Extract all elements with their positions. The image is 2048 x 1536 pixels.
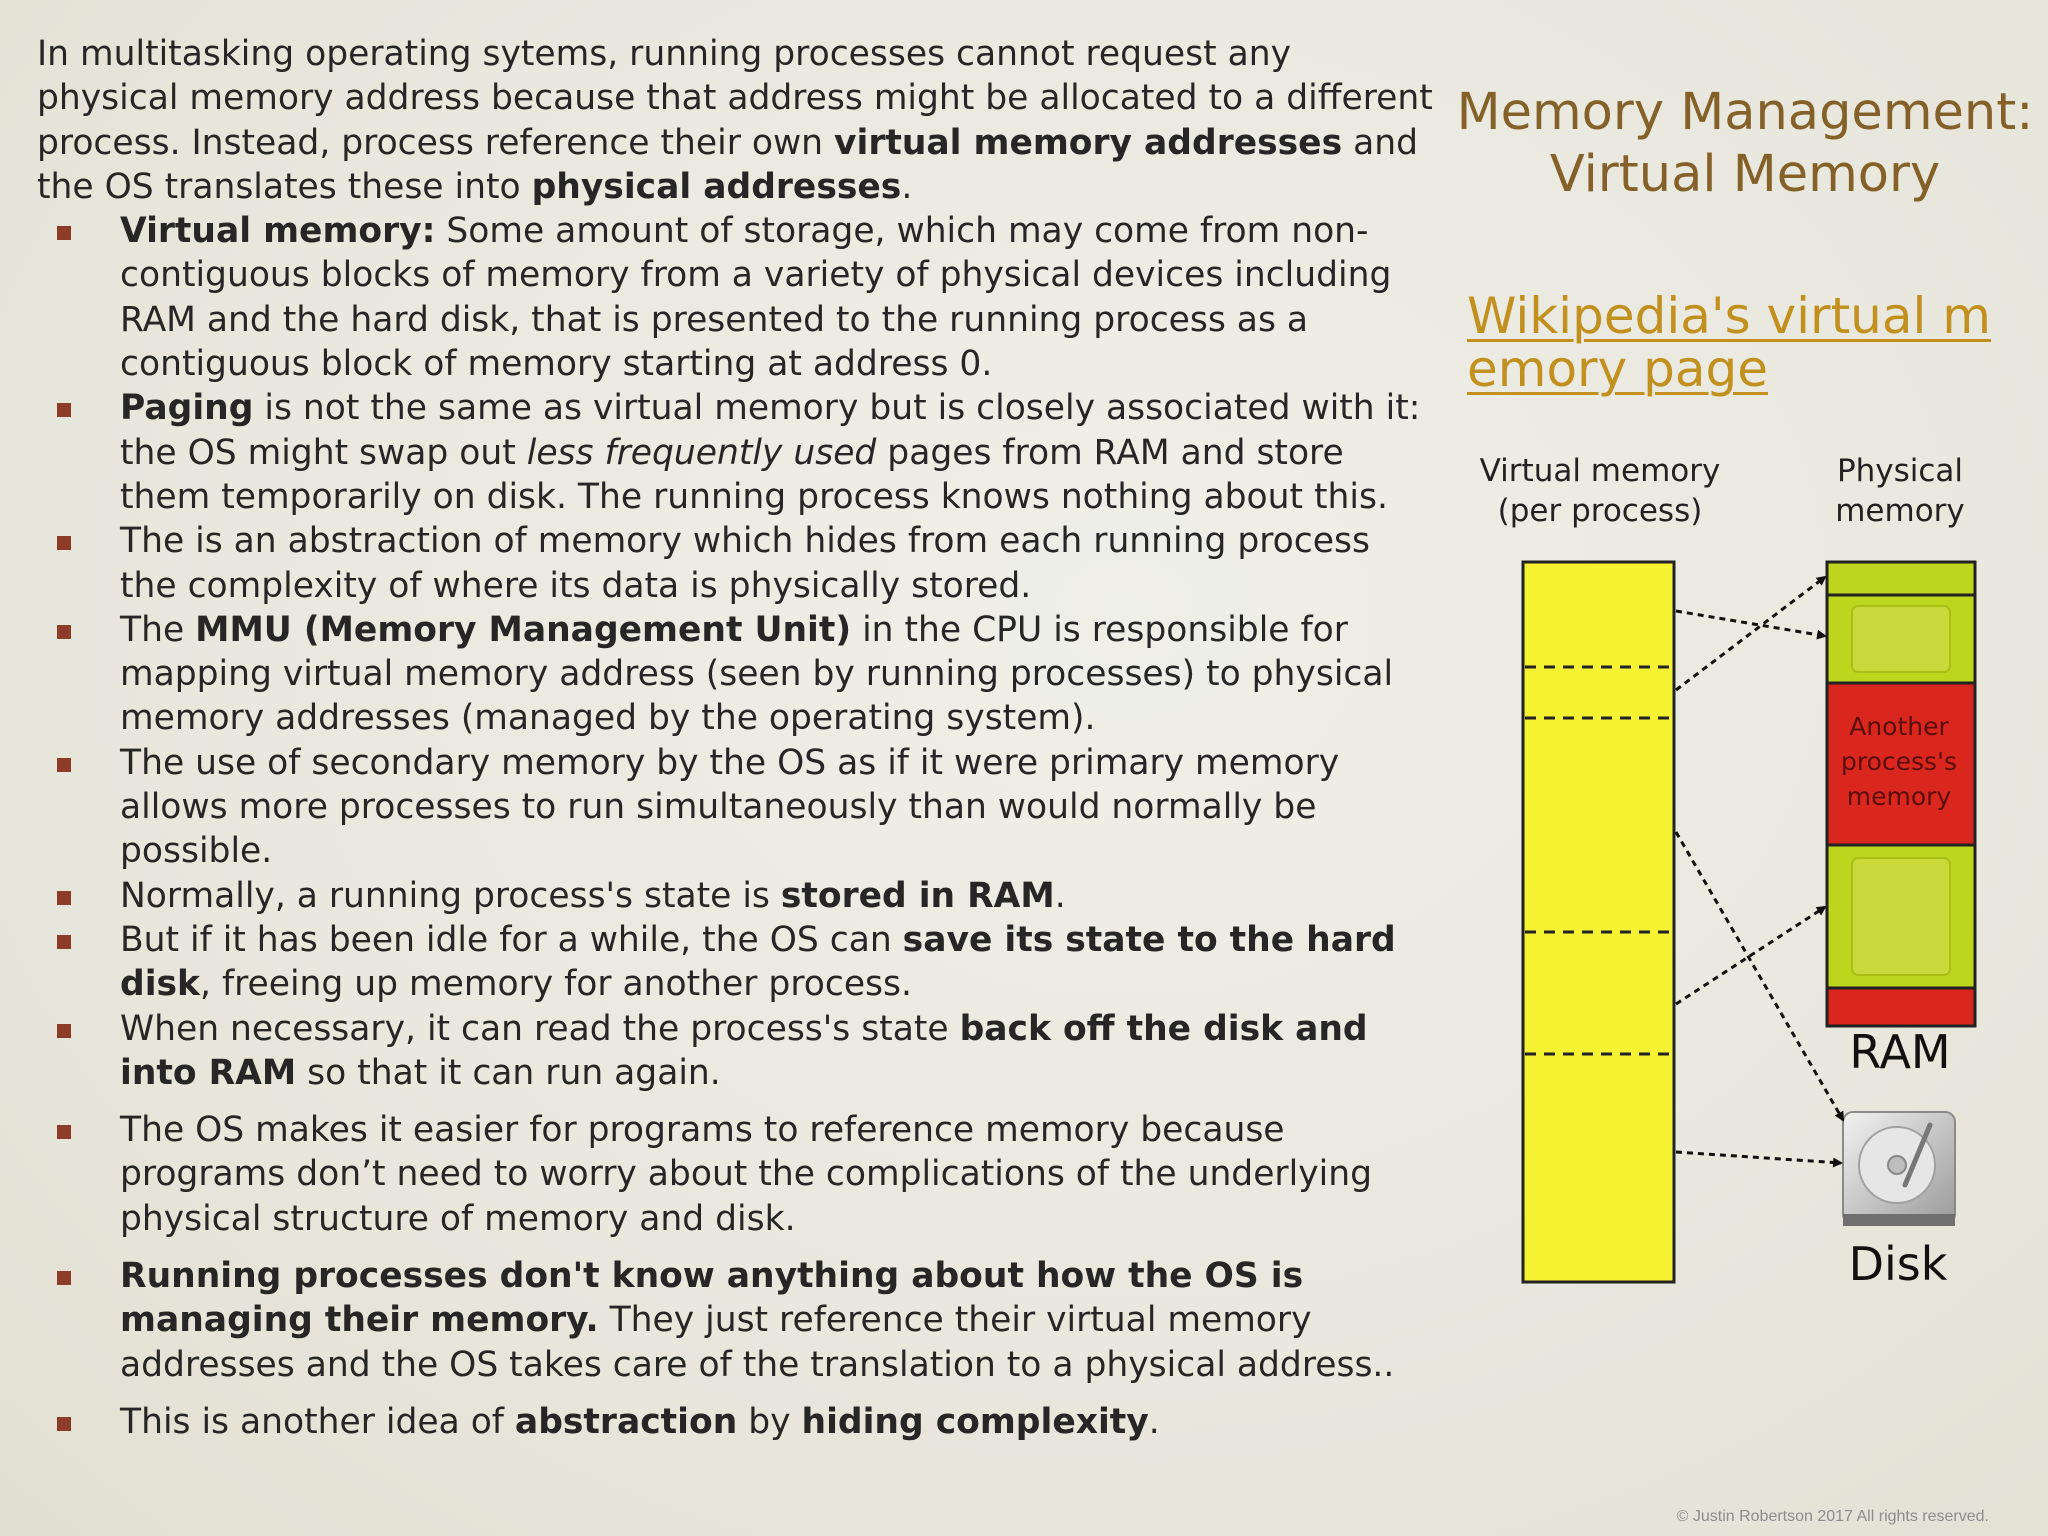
- bold-text: stored in RAM: [780, 875, 1055, 916]
- text-run: pages from RAM and store them temporarily on disk. The running process knows nothing about this.: [120, 432, 1388, 517]
- wikipedia-virtual-memory-link[interactable]: Wikipedia's virtual memory page: [1467, 287, 1991, 398]
- bullet-item: [37, 874, 1437, 918]
- virtual-memory-label: Virtual memory: [1479, 453, 1721, 489]
- bullet-item: [37, 1254, 1437, 1387]
- bold-text: physical addresses: [531, 166, 902, 207]
- memory-label: memory: [1835, 493, 1965, 529]
- bullet-item: [37, 386, 1437, 519]
- hard-disk-icon: [1843, 1112, 1955, 1226]
- bullet-item: [37, 1400, 1437, 1444]
- text-run: The is an abstraction of memory which hides from each running process the complexity of where its data is physically stored.: [120, 521, 1370, 606]
- bold-text: save its state to the hard disk: [120, 919, 1396, 1005]
- bullet-item: [37, 918, 1437, 1007]
- bullet-item: [37, 209, 1437, 386]
- bold-text: back off the disk and into RAM: [120, 1008, 1368, 1093]
- text-run: But if it has been idle for a while, the OS can: [120, 919, 903, 960]
- copyright-footer: © Justin Robertson 2017 All rights reserved.: [1676, 1508, 1989, 1525]
- virtual-memory-diagram: [1440, 440, 2000, 1320]
- text-run: Some amount of storage, which may come from non-contiguous blocks of memory from a variety of physical devices including RAM and the hard disk, that is presented to the running process as a contiguous block of memory starting at address 0.: [120, 211, 1392, 385]
- arrow-page2-to-ram: [1676, 577, 1825, 690]
- bullet-item: [37, 519, 1437, 608]
- bold-text: MMU (Memory Management Unit): [195, 609, 852, 650]
- text-run: by: [737, 1401, 802, 1442]
- slide-title: [1455, 82, 2035, 206]
- title-line-2: Virtual Memory: [1549, 145, 1941, 204]
- text-run: is not the same as virtual memory but is closely associated with it: the OS might swap out: [120, 388, 1421, 473]
- text-run: and the OS translates these into: [37, 122, 1418, 207]
- bold-text: Virtual memory:: [120, 211, 436, 252]
- arrow-page5-to-disk: [1676, 1152, 1841, 1163]
- bold-text: abstraction: [514, 1401, 738, 1442]
- ram-label: RAM: [1849, 1025, 1951, 1079]
- another-process-label-2: process's: [1841, 747, 1957, 776]
- disk-label: Disk: [1848, 1237, 1948, 1291]
- title-line-1: Memory Management:: [1456, 83, 2034, 142]
- bold-text: virtual memory addresses: [834, 122, 1343, 163]
- text-run: They just reference their virtual memory addresses and the OS takes care of the translation to a physical address..: [120, 1300, 1395, 1385]
- text-run: .: [901, 166, 913, 207]
- text-run: .: [1054, 875, 1066, 916]
- content-area: [37, 32, 1437, 1444]
- bullet-item: [37, 1007, 1437, 1096]
- physical-label: Physical: [1836, 453, 1964, 489]
- text-run: The: [120, 609, 196, 650]
- text-run: The use of secondary memory by the OS as if it were primary memory allows more processes to run simultaneously than would normally be possible.: [120, 742, 1340, 872]
- bullet-item: [37, 741, 1437, 874]
- text-run: The OS makes it easier for programs to reference memory because programs don’t need to worry about the complications of the underlying physical structure of memory and disk.: [120, 1110, 1372, 1239]
- virtual-memory-block: [1523, 562, 1674, 1282]
- text-run: .: [1148, 1401, 1160, 1442]
- arrow-page1-to-ram: [1676, 611, 1825, 636]
- text-run: in the CPU is responsible for mapping virtual memory address (seen by running processes) to physical memory addresses (managed by the operating system).: [120, 609, 1394, 739]
- another-process-label-3: memory: [1846, 782, 1952, 811]
- mapping-arrows: [1676, 577, 1843, 1163]
- text-run: When necessary, it can read the process's state: [120, 1008, 960, 1049]
- per-process-label: (per process): [1497, 493, 1703, 529]
- bullet-item: [37, 608, 1437, 741]
- another-process-label-1: Another: [1849, 712, 1949, 741]
- bold-text: hiding complexity: [801, 1401, 1149, 1442]
- intro-paragraph: [37, 32, 1437, 209]
- arrow-page4-to-ram: [1676, 907, 1825, 1004]
- italic-text: less frequently used: [526, 432, 877, 473]
- text-run: Normally, a running process's state is: [120, 875, 781, 916]
- text-run: , freeing up memory for another process.: [200, 964, 912, 1005]
- text-run: so that it can run again.: [296, 1052, 721, 1093]
- text-run: In multitasking operating sytems, running processes cannot request any physical memory address because that address might be allocated to a different process. Instead, process reference their own: [37, 34, 1433, 163]
- arrow-page3-to-disk: [1676, 832, 1843, 1120]
- text-run: This is another idea of: [120, 1401, 515, 1442]
- bullet-list: [37, 209, 1437, 1444]
- bullet-item: [37, 1108, 1437, 1241]
- bold-text: Running processes don't know anything about how the OS is managing their memory.: [120, 1256, 1304, 1341]
- bold-text: Paging: [120, 388, 254, 429]
